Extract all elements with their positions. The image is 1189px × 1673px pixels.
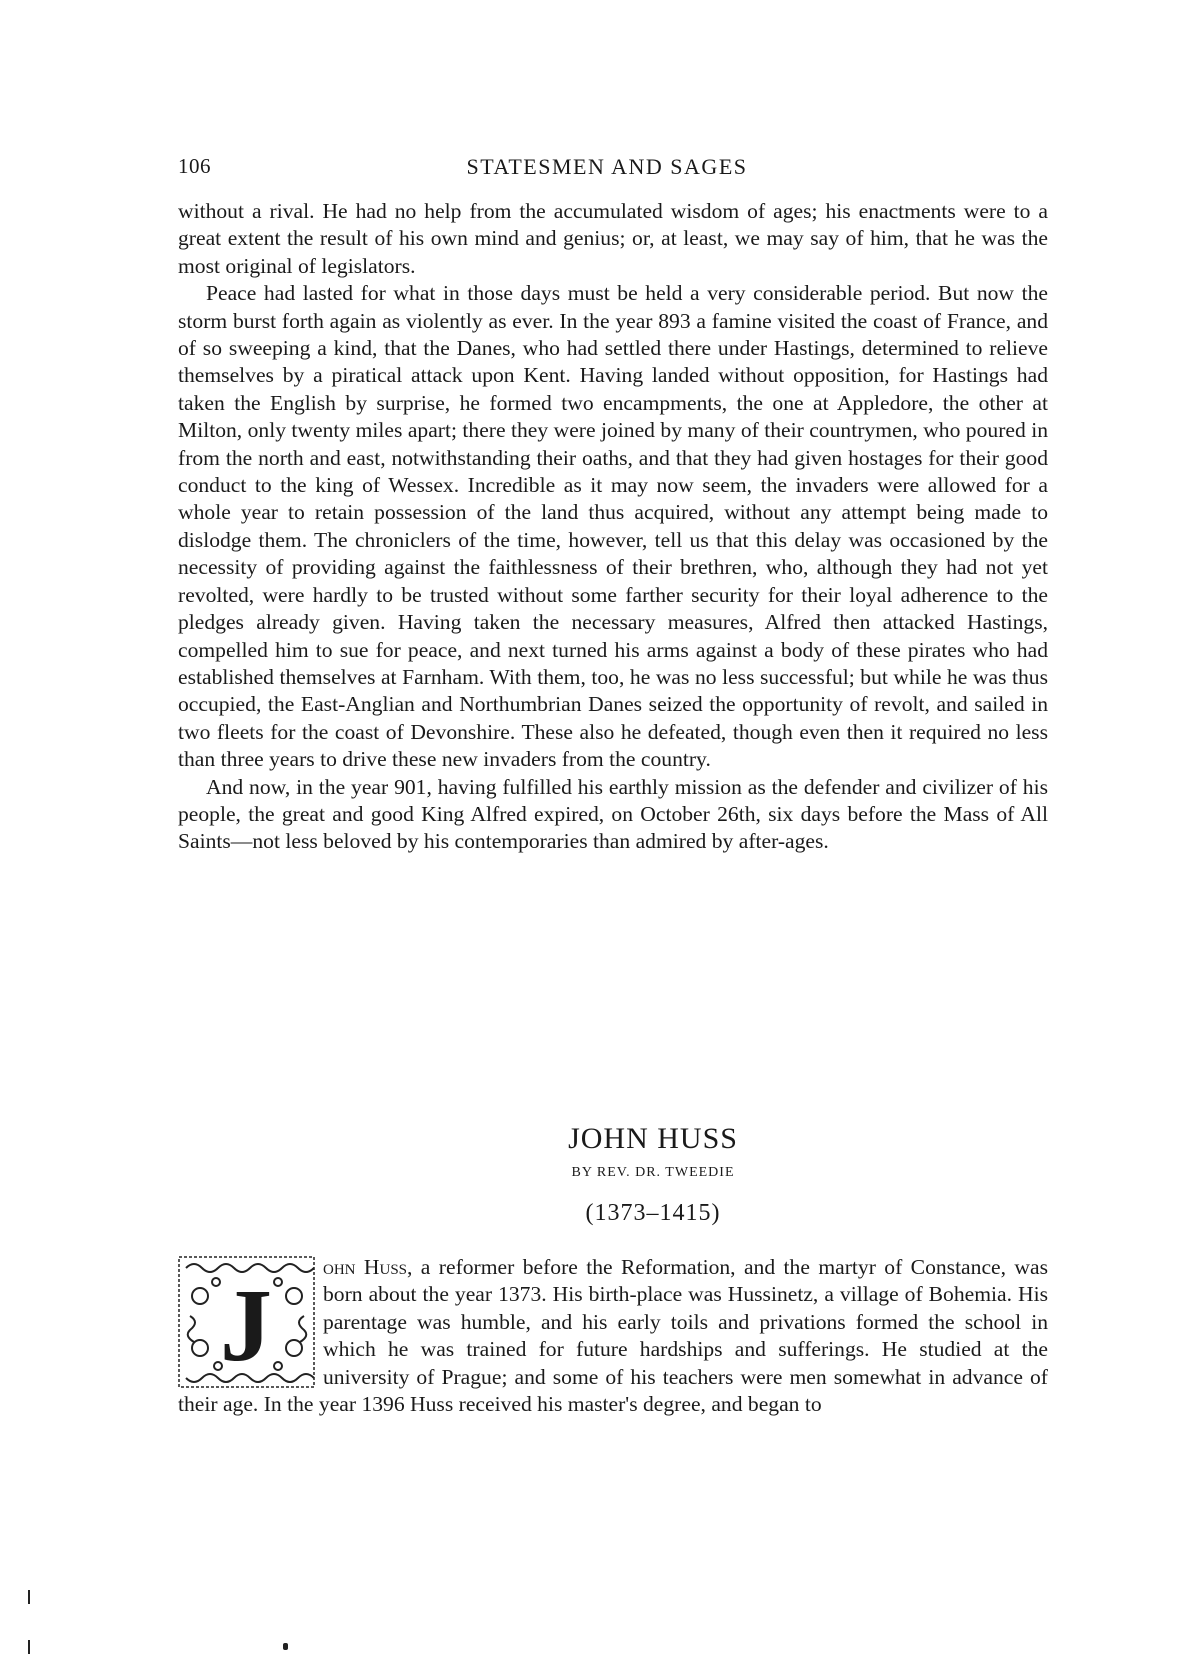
intro-lead: ohn Huss xyxy=(323,1255,408,1279)
margin-tick-lower xyxy=(28,1640,30,1654)
page-header xyxy=(178,154,1036,184)
ornamental-dropcap xyxy=(178,1256,315,1388)
page-dot-mark xyxy=(283,1643,288,1650)
section-intro xyxy=(178,1254,1048,1418)
life-dates: (1373–1415) xyxy=(585,1200,721,1226)
paragraph-3: And now, in the year 901, having fulfilled his earthly mission as the defender and civilizer of his people, the great and good King Alfred expired, on October 26th, six days before the Mass of All Saints—not less beloved by his contemporaries than admired by after-ages. xyxy=(178,774,1048,854)
paragraph-2: Peace had lasted for what in those days must be held a very considerable period. But now the storm burst forth again as violently as ever. In the year 893 a famine visited the coast of France, and of so sweeping a kind, that the Danes, who had settled there under Hastings, determined to relieve themselves by a piratical attack upon Kent. Having landed without opposition, for Hastings had taken the English by surprise, he formed two encampments, the one at Appledore, the other at Milton, only twenty miles apart; there they were joined by many of their countrymen, who poured in from the north and east, notwithstanding their oaths, and that they had given hostages for their good conduct to the king of Wessex. Incredible as it may now seem, the invaders were allowed for a whole year to retain possession of the land thus acquired, without any attempt being made to dislodge them. The chroniclers of the time, however, tell us that this delay was occasioned by the necessity of providing against the faithlessness of their brethren, who, although they had not yet revolted, were hardly to be trusted without some farther security for their loyal adherence to the pledges already given. Having taken the necessary measures, Alfred then attacked Hastings, compelled him to sue for peace, and next turned his arms against a body of these pirates who had established themselves at Farnham. With them, too, he was no less successful; but while he was thus occupied, the East-Anglian and Northumbrian Danes seized the opportunity of revolt, and sailed in two fleets for the coast of Devonshire. These also he defeated, though even then it required no less than three years to drive these new invaders from the country. xyxy=(178,281,1048,772)
intro-body: , a reformer before the Reformation, and the martyr of Constance, was born about the year 1373. His birth-place was Hussinetz, a village of Bohemia. His parentage was humble, and his early toils and privations formed the school in which he was trained for future hardships and sufferings. He studied at the university of Prague; and some of his teachers were men somewhat in advance of their age. In the year 1396 Huss received his master's degree, and began to xyxy=(178,1255,1048,1417)
dropcap-letter: J xyxy=(220,1268,272,1383)
margin-tick-upper xyxy=(28,1590,30,1604)
body-text xyxy=(178,198,1048,856)
section-title: JOHN HUSS xyxy=(568,1122,738,1155)
ornamental-j-icon xyxy=(178,1256,315,1388)
byline: BY REV. DR. TWEEDIE xyxy=(571,1165,735,1180)
paragraph-1: without a rival. He had no help from the accumulated wisdom of ages; his enactments were to a great extent the result of his own mind and genius; or, at least, we may say of him, that he was the most original of legislators. xyxy=(178,199,1048,278)
page-number: 106 xyxy=(178,154,211,178)
running-title: STATESMEN AND SAGES xyxy=(466,154,748,179)
